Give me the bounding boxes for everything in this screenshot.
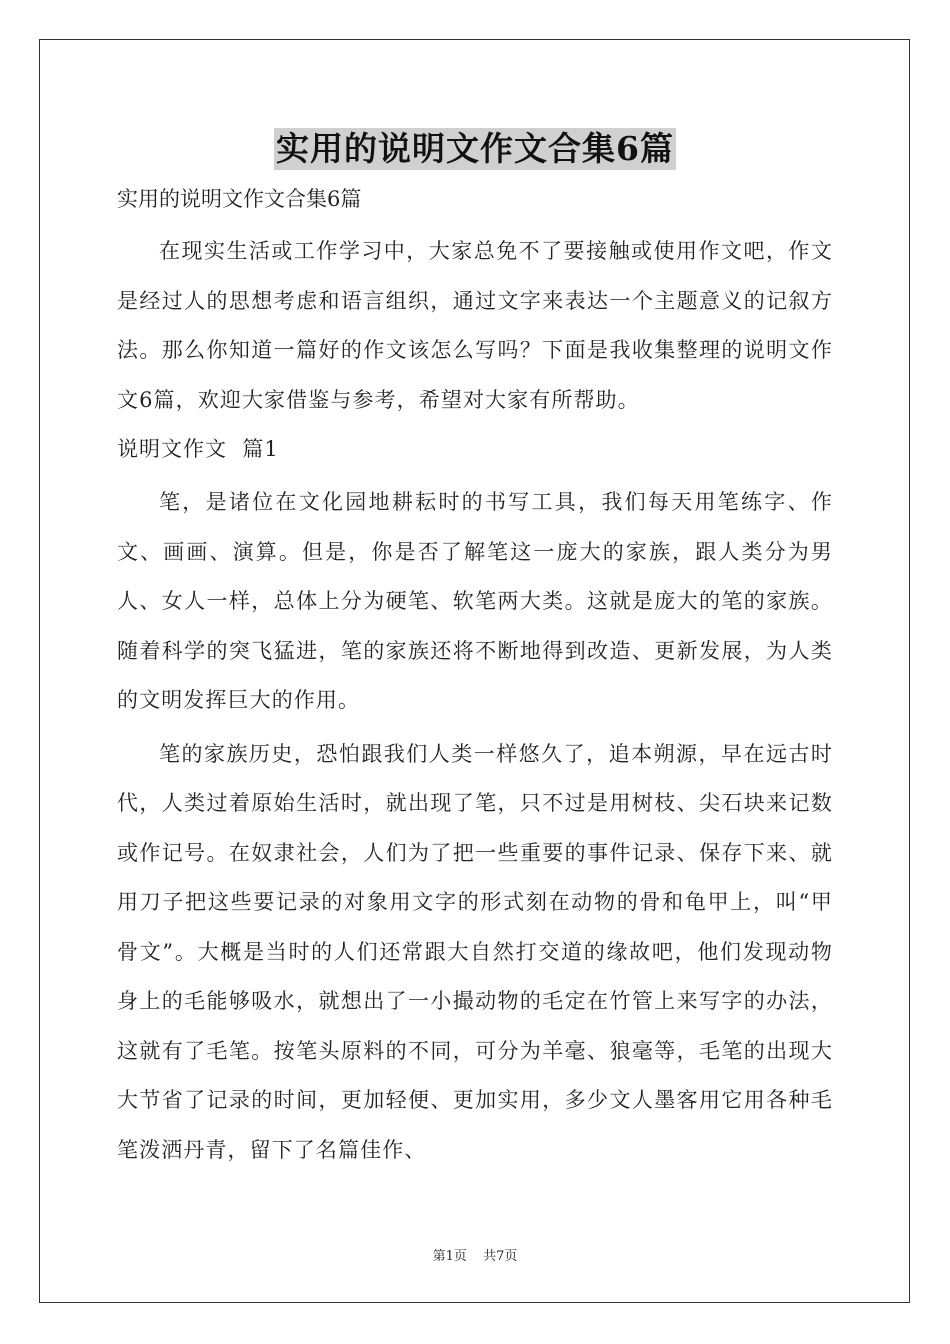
body-paragraph-1: 笔，是诸位在文化园地耕耘时的书写工具，我们每天用笔练字、作文、画画、演算。但是，你是否了解笔这一庞大的家族，跟人类分为男人、女人一样，总体上分为硬笔、软笔两大类。这就是庞大的笔的家族。随着科学的突飞猛进，笔的家族还将不断地得到改造、更新发展，为人类的文明发挥巨大的作用。 xyxy=(117,490,833,712)
page-number: 第1页 xyxy=(432,1249,467,1264)
subtitle-line: 实用的说明文作文合集6篇 xyxy=(117,187,362,211)
document-body xyxy=(117,175,833,1175)
body-paragraph-2: 笔的家族历史，恐怕跟我们人类一样悠久了，追本朔源，早在远古时代，人类过着原始生活时，就出现了笔，只不过是用树枝、尖石块来记数或作记号。在奴隶社会，人们为了把一些重要的事件记录、保存下来、就用刀子把这些要记录的对象用文字的形式刻在动物的骨和龟甲上，叫“甲骨文”。大概是当时的人们还常跟大自然打交道的缘故吧，他们发现动物身上的毛能够吸水，就想出了一小撮动物的毛定在竹管上来写字的办法，这就有了毛笔。按笔头原料的不同，可分为羊毫、狼毫等，毛笔的出现大大节省了记录的时间，更加轻便、更加实用，多少文人墨客用它用各种毛笔泼洒丹青，留下了名篇佳作、 xyxy=(117,741,833,1162)
page-total: 共7页 xyxy=(483,1249,518,1264)
title-container xyxy=(0,128,950,170)
section-heading: 说明文作文 篇1 xyxy=(117,437,279,461)
intro-paragraph: 在现实生活或工作学习中，大家总免不了要接触或使用作文吧，作文是经过人的思想考虑和语言组织，通过文字来表达一个主题意义的记叙方法。那么你知道一篇好的作文该怎么写吗？下面是我收集整理的说明文作文6篇，欢迎大家借鉴与参考，希望对大家有所帮助。 xyxy=(117,239,833,412)
document-title: 实用的说明文作文合集6篇 xyxy=(276,129,674,168)
page-footer xyxy=(0,1245,950,1264)
